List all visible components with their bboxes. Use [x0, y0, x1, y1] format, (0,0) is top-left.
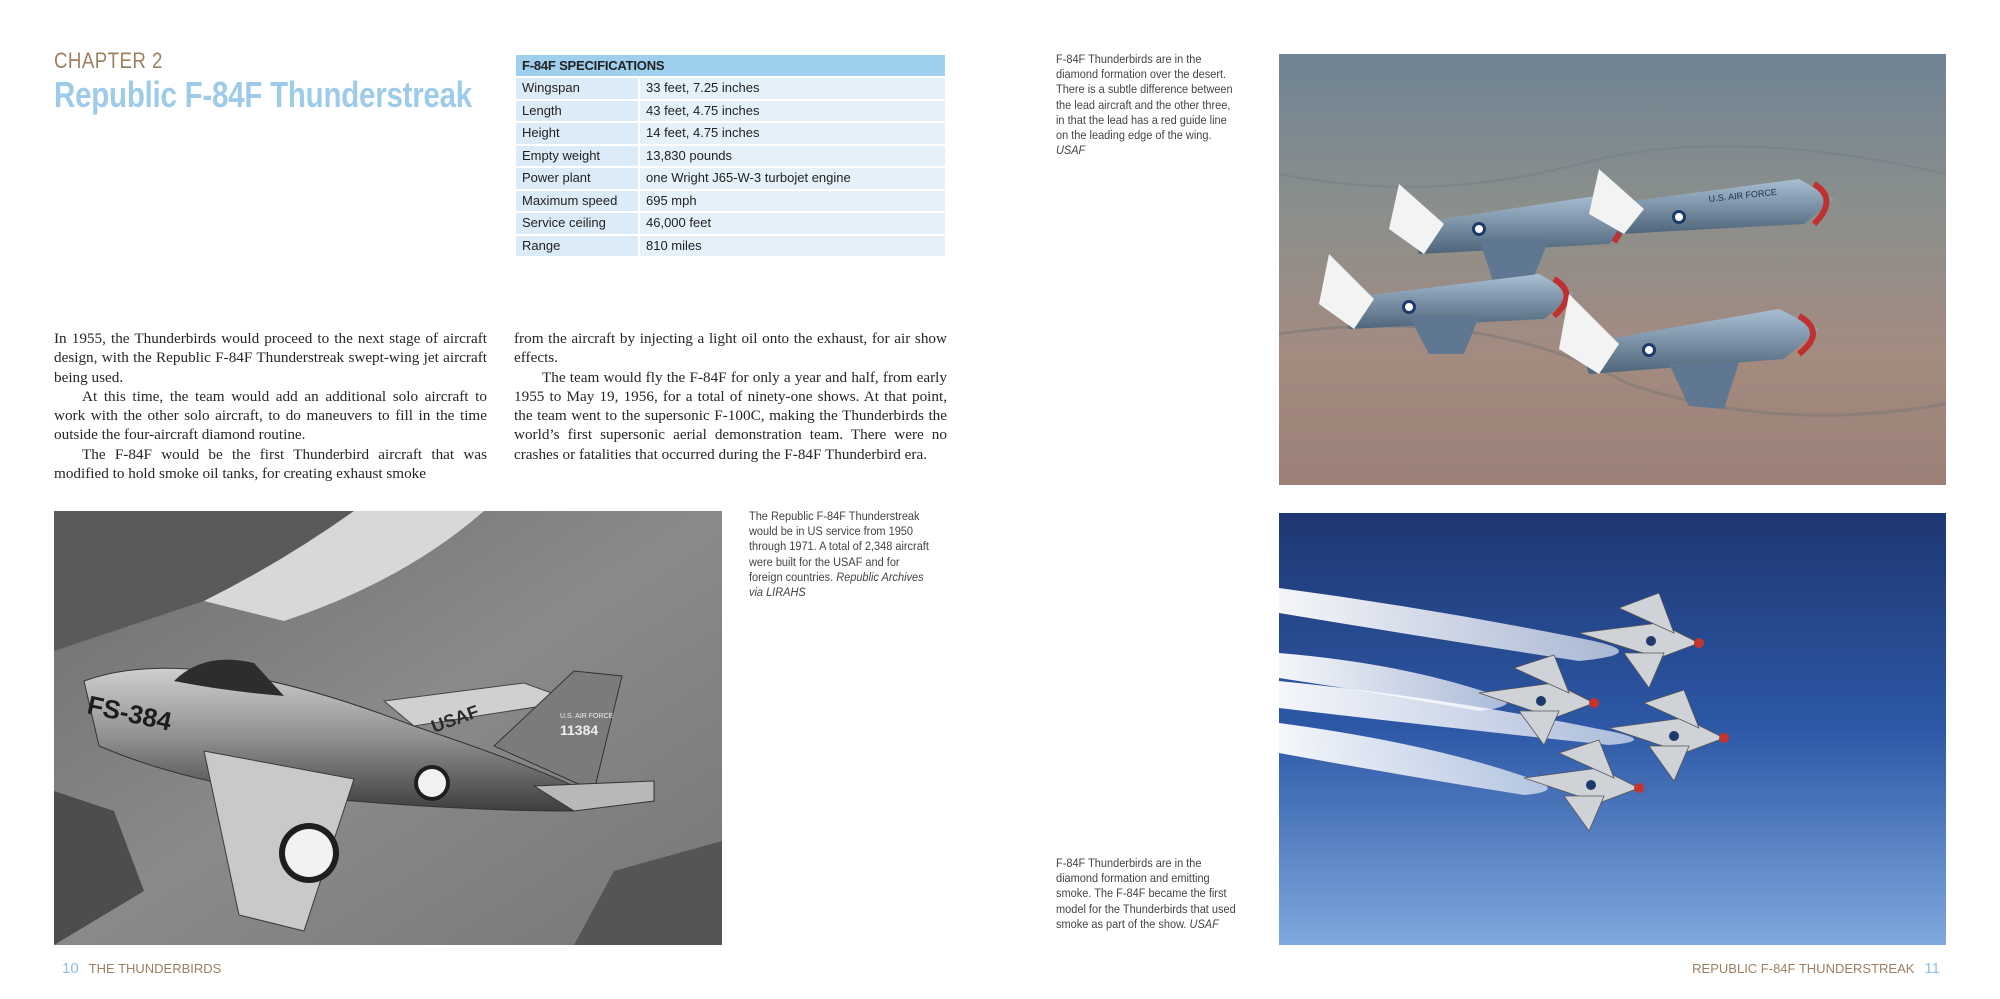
- photo-nose-marking: FS-384: [84, 689, 175, 737]
- caption-credit: USAF: [1056, 143, 1086, 158]
- photo-tail-small-marking: U.S. AIR FORCE: [560, 713, 614, 720]
- chapter-title: Republic F-84F Thunderstreak: [54, 74, 472, 115]
- spec-value: 33 feet, 7.25 inches: [640, 78, 945, 99]
- footer-left: [62, 960, 221, 977]
- page-number: 11: [1924, 960, 1940, 977]
- spec-row: [516, 168, 945, 189]
- spec-row: [516, 78, 945, 99]
- photo-caption-thunderstreak: [749, 509, 934, 600]
- caption-text: F-84F Thunderbirds are in the diamond formation over the desert. There is a subtle difference between the lead aircraft and the other three, in that the lead has a red guide line on the leading edge of the wing.: [1056, 52, 1233, 143]
- spec-label: Wingspan: [516, 78, 638, 99]
- running-head: THE THUNDERBIRDS: [88, 961, 222, 976]
- photo-desert-diamond-formation: [1279, 54, 1946, 485]
- spec-label: Power plant: [516, 168, 638, 189]
- photo-caption-smoke-formation: [1056, 856, 1236, 932]
- spec-value: 695 mph: [640, 191, 945, 212]
- caption-credit: Republic Archives via LIRAHS: [749, 569, 924, 600]
- spec-value: 46,000 feet: [640, 213, 945, 234]
- photo-wing-marking: USAF: [428, 701, 482, 737]
- spec-row: [516, 123, 945, 144]
- body-paragraph: In 1955, the Thunderbirds would proceed to the next stage of aircraft design, with the Republic F-84F Thunderstreak swept-wing jet aircraft being used.: [54, 330, 487, 386]
- spec-label: Maximum speed: [516, 191, 638, 212]
- caption-text: F-84F Thunderbirds are in the diamond formation and emitting smoke. The F-84F became the first model for the Thunderbirds that used smoke as part of the show.: [1056, 856, 1236, 931]
- body-paragraph: from the aircraft by injecting a light oil onto the exhaust, for air show effects.: [514, 330, 947, 367]
- body-column-1: [54, 329, 487, 483]
- photo-f84f-in-flight: [54, 511, 722, 945]
- specifications-table-heading: F-84F SPECIFICATIONS: [516, 55, 945, 76]
- photo-smoke-diamond-formation: [1279, 513, 1946, 945]
- spec-label: Service ceiling: [516, 213, 638, 234]
- caption-credit: USAF: [1189, 916, 1219, 931]
- caption-text: The Republic F-84F Thunderstreak would be in US service from 1950 through 1971. A total of 2,348 aircraft were built for the USAF and for foreign countries.: [749, 509, 929, 584]
- spec-row: [516, 213, 945, 234]
- spec-row: [516, 146, 945, 167]
- spec-row: [516, 101, 945, 122]
- spec-value: 810 miles: [640, 236, 945, 257]
- footer-right: [1692, 960, 1940, 977]
- spec-value: 13,830 pounds: [640, 146, 945, 167]
- photo-fuselage-marking: U.S. AIR FORCE: [1708, 186, 1778, 204]
- spec-label: Range: [516, 236, 638, 257]
- spec-row: [516, 191, 945, 212]
- spec-value: 43 feet, 4.75 inches: [640, 101, 945, 122]
- body-paragraph: At this time, the team would add an additional solo aircraft to work with the other solo aircraft, to do maneuvers to fill in the time outside the four-aircraft diamond routine.: [54, 387, 487, 444]
- specifications-table: [516, 55, 945, 258]
- spec-value: 14 feet, 4.75 inches: [640, 123, 945, 144]
- spec-label: Length: [516, 101, 638, 122]
- spec-label: Height: [516, 123, 638, 144]
- photo-tail-serial: 11384: [560, 722, 599, 738]
- photo-caption-desert-formation: [1056, 52, 1241, 158]
- page-number: 10: [62, 960, 79, 977]
- chapter-label: CHAPTER 2: [54, 48, 163, 73]
- body-paragraph: The team would fly the F-84F for only a year and half, from early 1955 to May 19, 1956, for a total of ninety-one shows. At that point, the team went to the supersonic F-100C, making the Thunderbirds the world’s first supersonic aerial demonstration team. There were no crashes or fatalities that occurred during the F-84F Thunderbird era.: [514, 368, 947, 463]
- spec-row: [516, 236, 945, 257]
- spec-label: Empty weight: [516, 146, 638, 167]
- running-head: REPUBLIC F-84F THUNDERSTREAK: [1692, 961, 1915, 976]
- body-paragraph: The F-84F would be the first Thunderbird aircraft that was modified to hold smoke oil tanks, for creating exhaust smoke: [54, 445, 487, 483]
- body-column-2: [514, 329, 947, 464]
- spec-value: one Wright J65-W-3 turbojet engine: [640, 168, 945, 189]
